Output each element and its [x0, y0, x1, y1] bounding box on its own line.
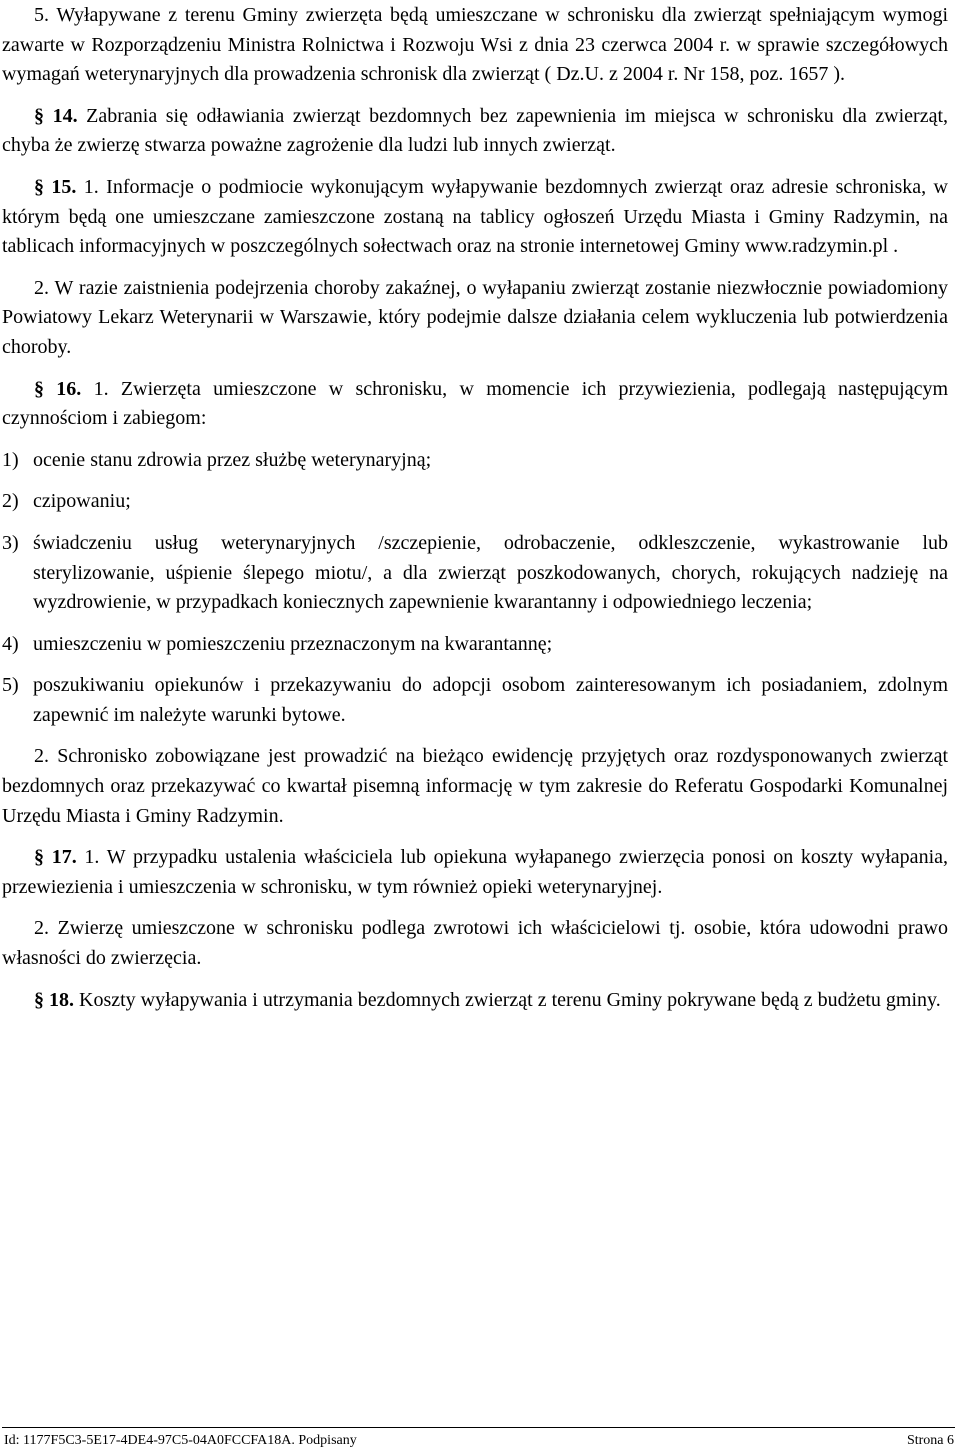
- list-item-text: ocenie stanu zdrowia przez służbę weterynaryjną;: [33, 448, 432, 471]
- list-item-number: 5): [2, 674, 19, 697]
- list-item-text: świadczeniu usług weterynaryjnych /szczepienie, odrobaczenie, odkleszczenie, wykastrowanie lub sterylizowanie, uśpienie ślepego miotu/, a dla zwierząt poszkodowanych, chorych, rokujących nadzieję na wyzdrowienie, w przypadkach koniecznych zapewnienie kwarantanny i odpowiedniego leczenia;: [33, 531, 948, 614]
- section-16-point-1: [2, 375, 948, 434]
- footer-document-id: Id: 1177F5C3-5E17-4DE4-97C5-04A0FCCFA18A. Podpisany: [4, 1433, 357, 1448]
- section-18: [2, 986, 948, 1016]
- list-item-number: 1): [2, 448, 19, 471]
- section-17-point-2-text: 2. Zwierzę umieszczone w schronisku podlega zwrotowi ich właścicielowi tj. osobie, która udowodni prawo własności do zwierzęcia.: [2, 917, 948, 970]
- document-body: [2, 0, 948, 1015]
- section-18-text: Koszty wyłapywania i utrzymania bezdomnych zwierząt z terenu Gminy pokrywane będą z budżetu gminy.: [74, 988, 941, 1011]
- list-item-text: poszukiwaniu opiekunów i przekazywaniu do adopcji osobom zainteresowanym ich posiadaniem, zdolnym zapewnić im należyte warunki bytowe.: [33, 674, 948, 726]
- section-16-point-2: [2, 742, 948, 831]
- section-15-point-2-text: 2. W razie zaistnienia podejrzenia choroby zakaźnej, o wyłapaniu zwierząt zostanie niezwłocznie powiadomiony Powiatowy Lekarz Weterynarii w Warszawie, który podejmie dalsze działania celem wykluczenia lub potwierdzenia choroby.: [2, 276, 948, 358]
- list-item: [2, 630, 948, 660]
- section-14-number: § 14.: [34, 104, 78, 127]
- list-item: [2, 446, 948, 476]
- section-17-point-2: [2, 914, 948, 973]
- list-item-text: czipowaniu;: [33, 490, 131, 513]
- list-item-number: 2): [2, 490, 19, 513]
- section-15-point-1: [2, 173, 948, 262]
- list-item-number: 3): [2, 531, 19, 554]
- list-item-number: 4): [2, 632, 19, 655]
- paragraph-5-text: 5. Wyłapywane z terenu Gminy zwierzęta będą umieszczane w schronisku dla zwierząt spełniającym wymogi zawarte w Rozporządzeniu Ministra Rolnictwa i Rozwoju Wsi z dnia 23 czerwca 2004 r. w sprawie szczegółowych wymagań weterynaryjnych dla prowadzenia schronisk dla zwierząt ( Dz.U. z 2004 r. Nr 158, poz. 1657 ).: [2, 4, 948, 86]
- section-17-point-1: [2, 843, 948, 902]
- section-16-number: § 16.: [34, 377, 82, 400]
- section-16-point-2-text: 2. Schronisko zobowiązane jest prowadzić na bieżąco ewidencję przyjętych oraz rozdysponowanych zwierząt bezdomnych oraz przekazywać co kwartał pisemną informację w tym zakresie do Referatu Gospodarki Komunalnej Urzędu Miasta i Gminy Radzymin.: [2, 745, 948, 827]
- list-item-text: umieszczeniu w pomieszczeniu przeznaczonym na kwarantannę;: [33, 632, 553, 655]
- list-item: [2, 529, 948, 618]
- list-item: [2, 671, 948, 730]
- section-17-number: § 17.: [34, 846, 77, 869]
- section-15-point-1-text: 1. Informacje o podmiocie wykonującym wyłapywanie bezdomnych zwierząt oraz adresie schroniska, w którym będą one umieszczane zamieszczone zostaną na tablicy ogłoszeń Urzędu Miasta i Gminy Radzymin, na tablicach informacyjnych w poszczególnych sołectwach oraz na stronie internetowej Gminy www.radzymin.pl .: [2, 175, 949, 258]
- section-14-text: Zabrania się odławiania zwierząt bezdomnych bez zapewnienia im miejsca w schronisku dla zwierząt, chyba że zwierzę stwarza poważne zagrożenie dla ludzi lub innych zwierząt.: [2, 104, 949, 157]
- section-16-list: [2, 446, 948, 731]
- section-14: [2, 102, 948, 161]
- footer-page-number: Strona 6: [906, 1433, 954, 1448]
- paragraph-5: [2, 1, 948, 90]
- section-17-point-1-text: 1. W przypadku ustalenia właściciela lub opiekuna wyłapanego zwierzęcia ponosi on koszty wyłapania, przewiezienia i umieszczenia w schronisku, w tym również opieki weterynaryjnej.: [2, 846, 948, 898]
- section-15-point-2: [2, 274, 948, 363]
- list-item: [2, 487, 948, 517]
- section-18-number: § 18.: [34, 988, 74, 1011]
- footer-divider: [2, 1427, 955, 1428]
- section-15-number: § 15.: [34, 175, 77, 198]
- section-16-point-1-text: 1. Zwierzęta umieszczone w schronisku, w momencie ich przywiezienia, podlegają następującym czynnościom i zabiegom:: [2, 377, 949, 430]
- page-footer: [4, 1432, 954, 1450]
